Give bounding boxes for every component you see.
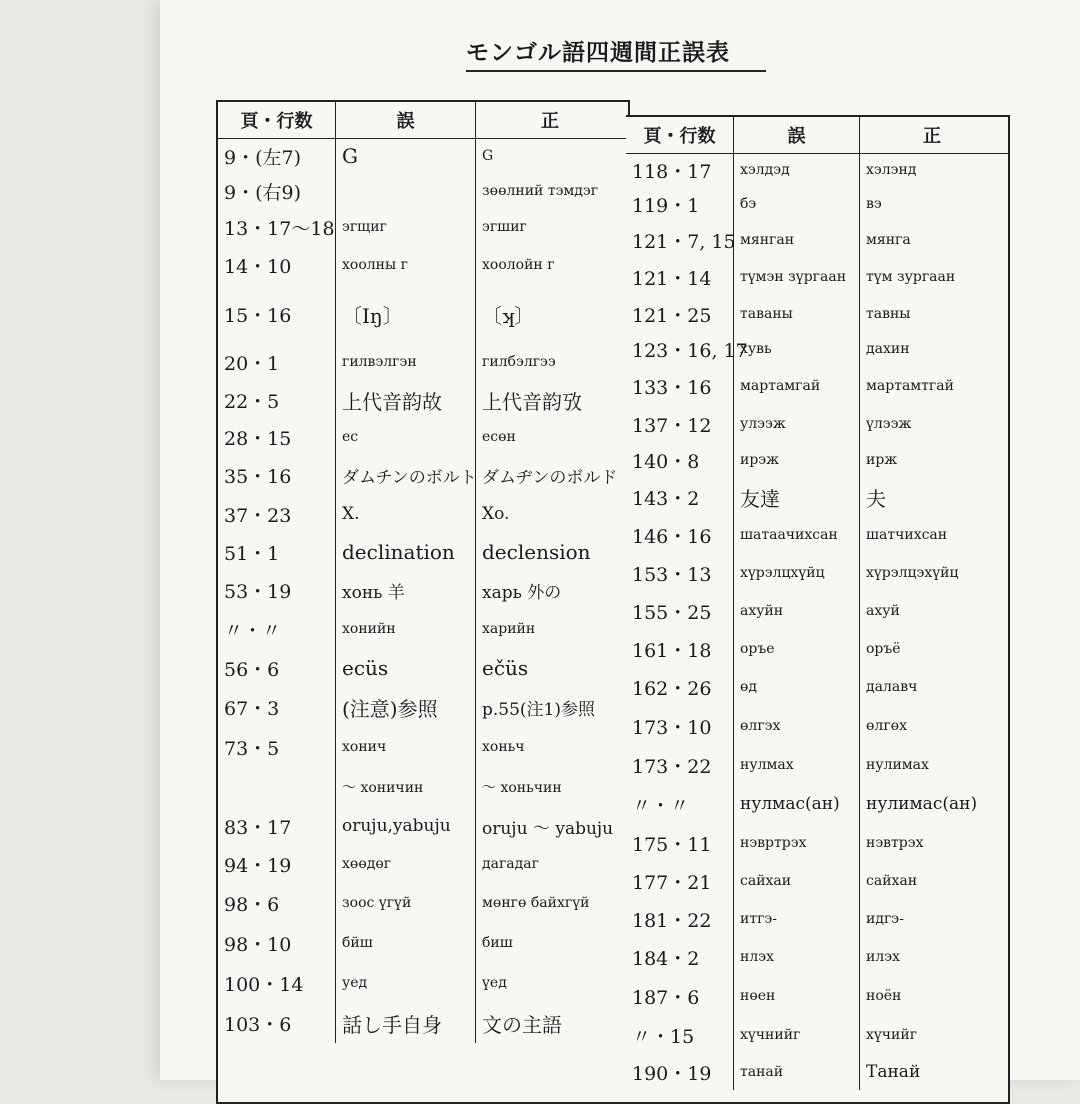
page-line-cell: 184・2: [626, 938, 734, 976]
header-correct: 正: [923, 126, 941, 147]
correct-cell: мартамтгай: [866, 378, 954, 394]
errata-table-right: [626, 115, 1010, 1104]
correct-cell: харь 外の: [482, 582, 562, 603]
wrong-cell: нэвртрэх: [734, 824, 860, 862]
correct-cell: тавны: [866, 306, 911, 322]
wrong-cell: түмэн зүргаан: [734, 258, 860, 296]
table-row: [218, 381, 628, 419]
table-header-left: [218, 102, 628, 139]
page-line-cell: 140・8: [626, 442, 734, 478]
page-line-cell: 181・22: [626, 900, 734, 938]
wrong-cell: хүрэлцхүйц: [734, 554, 860, 592]
correct-cell: 上代音韵攷: [482, 389, 582, 414]
wrong-cell: уед: [336, 963, 476, 1003]
wrong-cell: мянган: [734, 222, 860, 258]
wrong-cell: өлгэх: [734, 706, 860, 746]
wrong-cell: сайхаи: [734, 862, 860, 900]
page-line-cell: 20・1: [218, 343, 336, 381]
page-line-cell: 187・6: [626, 976, 734, 1016]
page-line-cell: 121・25: [626, 296, 734, 332]
table-row: [626, 746, 1008, 784]
wrong-cell: хонийн: [336, 609, 476, 649]
wrong-cell: declination: [336, 533, 476, 571]
page-line-cell: 155・25: [626, 592, 734, 630]
page-line-cell: 153・13: [626, 554, 734, 592]
correct-cell: Танай: [866, 1062, 921, 1082]
wrong-cell: хэлдэд: [734, 154, 860, 186]
correct-cell: зөөлний тэмдэг: [482, 183, 599, 199]
correct-cell: хүрэлцэхүйц: [866, 565, 959, 581]
correct-cell: харийн: [482, 621, 536, 637]
correct-cell: вэ: [866, 196, 882, 212]
wrong-cell: [336, 173, 476, 209]
table-row: [626, 442, 1008, 478]
wrong-cell: ес: [336, 419, 476, 455]
table-row: [626, 1016, 1008, 1054]
table-row: [626, 554, 1008, 592]
correct-cell: оръё: [866, 641, 901, 657]
table-row: [218, 649, 628, 687]
correct-cell: есөн: [482, 429, 516, 445]
wrong-cell: хөөдөг: [336, 845, 476, 883]
table-row: [626, 668, 1008, 706]
correct-cell: ečüs: [482, 656, 529, 680]
page-line-cell: 〃・〃: [626, 784, 734, 824]
wrong-cell: G: [336, 139, 476, 173]
table-row: [626, 976, 1008, 1016]
wrong-cell: итгэ-: [734, 900, 860, 938]
page-line-cell: 103・6: [218, 1003, 336, 1043]
wrong-cell: зоос үгүй: [336, 883, 476, 923]
wrong-cell: ダムチンのボルト: [336, 455, 476, 495]
correct-cell: эгшиг: [482, 219, 527, 235]
table-row: [218, 687, 628, 727]
page-line-cell: 173・22: [626, 746, 734, 784]
correct-cell: ноён: [866, 988, 902, 1004]
table-row: [626, 706, 1008, 746]
wrong-cell: мартамгай: [734, 366, 860, 406]
table-row: [218, 533, 628, 571]
wrong-cell: хонь 羊: [336, 571, 476, 609]
correct-cell: сайхан: [866, 873, 918, 889]
table-row: [218, 209, 628, 245]
table-row: [626, 516, 1008, 554]
wrong-cell: 上代音韵故: [336, 381, 476, 419]
wrong-cell: (注意)参照: [336, 687, 476, 727]
correct-cell: мөнгө байхгүй: [482, 895, 590, 911]
page-line-cell: 37・23: [218, 495, 336, 533]
page-title: モンゴル語四週間正誤表: [466, 34, 766, 72]
wrong-cell: 話し手自身: [336, 1003, 476, 1043]
wrong-cell: гилвэлгэн: [336, 343, 476, 381]
page-line-cell: 175・11: [626, 824, 734, 862]
page-line-cell: 119・1: [626, 186, 734, 222]
table-row: [218, 285, 628, 343]
page-line-cell: 121・14: [626, 258, 734, 296]
wrong-cell: ирэж: [734, 442, 860, 478]
table-row: [218, 845, 628, 883]
table-row: [218, 767, 628, 807]
page-line-cell: 137・12: [626, 406, 734, 442]
wrong-cell: 〔Iŋ〕: [336, 285, 476, 343]
table-row: [218, 609, 628, 649]
table-header-right: [626, 117, 1008, 154]
wrong-cell: хувь: [734, 332, 860, 366]
wrong-cell: бэ: [734, 186, 860, 222]
table-row: [626, 406, 1008, 442]
page-line-cell: 28・15: [218, 419, 336, 455]
correct-cell: ダムヂンのボルド: [482, 467, 618, 488]
wrong-cell: улээж: [734, 406, 860, 442]
correct-cell: ахуй: [866, 603, 900, 619]
table-row: [626, 592, 1008, 630]
wrong-cell: хоолны г: [336, 245, 476, 285]
page-line-cell: 173・10: [626, 706, 734, 746]
page-line-cell: 133・16: [626, 366, 734, 406]
header-wrong: 誤: [336, 102, 476, 138]
page-line-cell: 15・16: [218, 285, 336, 343]
wrong-cell: танай: [734, 1054, 860, 1090]
table-row: [626, 222, 1008, 258]
correct-cell: хүчийг: [866, 1027, 918, 1043]
wrong-cell: нөен: [734, 976, 860, 1016]
page-line-cell: 177・21: [626, 862, 734, 900]
page-line-cell: 13・17〜18: [218, 209, 336, 245]
page-line-cell: 190・19: [626, 1054, 734, 1090]
correct-cell: 〜 хоньчин: [482, 780, 562, 796]
page-line-cell: 9・(左7): [218, 139, 336, 173]
table-row: [218, 1003, 628, 1043]
correct-cell: нэвтрэх: [866, 835, 924, 851]
wrong-cell: бйш: [336, 923, 476, 963]
table-row: [218, 963, 628, 1003]
page-line-cell: 146・16: [626, 516, 734, 554]
table-row: [626, 478, 1008, 516]
page-line-cell: 121・7, 15: [626, 222, 734, 258]
header-page-line: 頁・行数: [218, 102, 336, 138]
errata-table-left: [216, 100, 630, 1104]
table-body-left: [218, 139, 628, 1043]
wrong-cell: ахуйн: [734, 592, 860, 630]
page-line-cell: 123・16, 17: [626, 332, 734, 366]
wrong-cell: нлэх: [734, 938, 860, 976]
table-row: [218, 727, 628, 767]
correct-cell: 夫: [866, 486, 886, 511]
wrong-cell: хонич: [336, 727, 476, 767]
wrong-cell: өд: [734, 668, 860, 706]
table-row: [218, 923, 628, 963]
correct-cell: хоньч: [482, 739, 525, 755]
table-row: [218, 807, 628, 845]
correct-cell: илэх: [866, 949, 900, 965]
correct-cell: хэлэнд: [866, 162, 917, 178]
table-row: [218, 455, 628, 495]
page-line-cell: 56・6: [218, 649, 336, 687]
correct-cell: шатчихсан: [866, 527, 948, 543]
correct-cell: 文の主語: [482, 1012, 562, 1037]
correct-cell: идгэ-: [866, 911, 904, 927]
table-row: [218, 419, 628, 455]
correct-cell: дахин: [866, 341, 910, 357]
page-line-cell: 73・5: [218, 727, 336, 767]
table-row: [218, 245, 628, 285]
page-line-cell: 14・10: [218, 245, 336, 285]
table-body-right: [626, 154, 1008, 1090]
correct-cell: түм зургаан: [866, 269, 956, 285]
correct-cell: хоолойн г: [482, 257, 555, 273]
page-line-cell: 67・3: [218, 687, 336, 727]
table-row: [626, 258, 1008, 296]
page-line-cell: 〃・〃: [218, 609, 336, 649]
table-row: [626, 938, 1008, 976]
correct-cell: 〔ʞ〕: [482, 303, 535, 328]
correct-cell: биш: [482, 935, 513, 951]
table-row: [626, 332, 1008, 366]
table-row: [218, 173, 628, 209]
table-row: [218, 139, 628, 173]
page-line-cell: 〃・15: [626, 1016, 734, 1054]
page-line-cell: 161・18: [626, 630, 734, 668]
correct-cell: далавч: [866, 679, 918, 695]
wrong-cell: таваны: [734, 296, 860, 332]
page-line-cell: 100・14: [218, 963, 336, 1003]
wrong-cell: нулмас(ан): [734, 784, 860, 824]
correct-cell: p.55(注1)参照: [482, 699, 595, 720]
wrong-cell: 友達: [734, 478, 860, 516]
table-row: [218, 495, 628, 533]
table-row: [626, 862, 1008, 900]
table-row: [626, 366, 1008, 406]
page-line-cell: 22・5: [218, 381, 336, 419]
wrong-cell: 〜 хоничин: [336, 767, 476, 807]
correct-cell: нулимас(ан): [866, 794, 978, 814]
header-page-line: 頁・行数: [626, 117, 734, 153]
page-line-cell: 98・10: [218, 923, 336, 963]
page-line-cell: 98・6: [218, 883, 336, 923]
header-wrong: 誤: [734, 117, 860, 153]
table-row: [626, 784, 1008, 824]
table-row: [626, 296, 1008, 332]
wrong-cell: ecüs: [336, 649, 476, 687]
table-row: [626, 154, 1008, 186]
correct-cell: declension: [482, 540, 591, 564]
table-row: [218, 883, 628, 923]
correct-cell: ирж: [866, 452, 898, 468]
page-line-cell: 143・2: [626, 478, 734, 516]
table-row: [218, 343, 628, 381]
correct-cell: нулимах: [866, 757, 929, 773]
correct-cell: үед: [482, 975, 507, 991]
correct-cell: мянга: [866, 232, 911, 248]
page-line-cell: 35・16: [218, 455, 336, 495]
document-page: [160, 0, 1080, 1085]
correct-cell: үлээж: [866, 416, 912, 432]
wrong-cell: шатаачихсан: [734, 516, 860, 554]
page-line-cell: 83・17: [218, 807, 336, 845]
correct-cell: oruju 〜 yabuju: [482, 818, 614, 839]
wrong-cell: X.: [336, 495, 476, 533]
wrong-cell: оръе: [734, 630, 860, 668]
table-row: [626, 1054, 1008, 1090]
wrong-cell: эгщиг: [336, 209, 476, 245]
correct-cell: дагадаг: [482, 856, 539, 872]
page-line-cell: 94・19: [218, 845, 336, 883]
correct-cell: G: [482, 148, 494, 164]
header-correct: 正: [541, 111, 559, 132]
correct-cell: гилбэлгээ: [482, 354, 556, 370]
table-row: [626, 186, 1008, 222]
page-line-cell: 162・26: [626, 668, 734, 706]
table-row: [626, 824, 1008, 862]
table-row: [218, 571, 628, 609]
wrong-cell: нулмах: [734, 746, 860, 784]
page-line-cell: 51・1: [218, 533, 336, 571]
table-row: [626, 630, 1008, 668]
table-row: [626, 900, 1008, 938]
wrong-cell: хүчнийг: [734, 1016, 860, 1054]
correct-cell: өлгөх: [866, 718, 907, 734]
page-line-cell: [218, 767, 336, 807]
page-line-cell: 118・17: [626, 154, 734, 186]
page-line-cell: 9・(右9): [218, 173, 336, 209]
correct-cell: Xo.: [482, 504, 510, 524]
wrong-cell: oruju,yabuju: [336, 807, 476, 845]
page-line-cell: 53・19: [218, 571, 336, 609]
